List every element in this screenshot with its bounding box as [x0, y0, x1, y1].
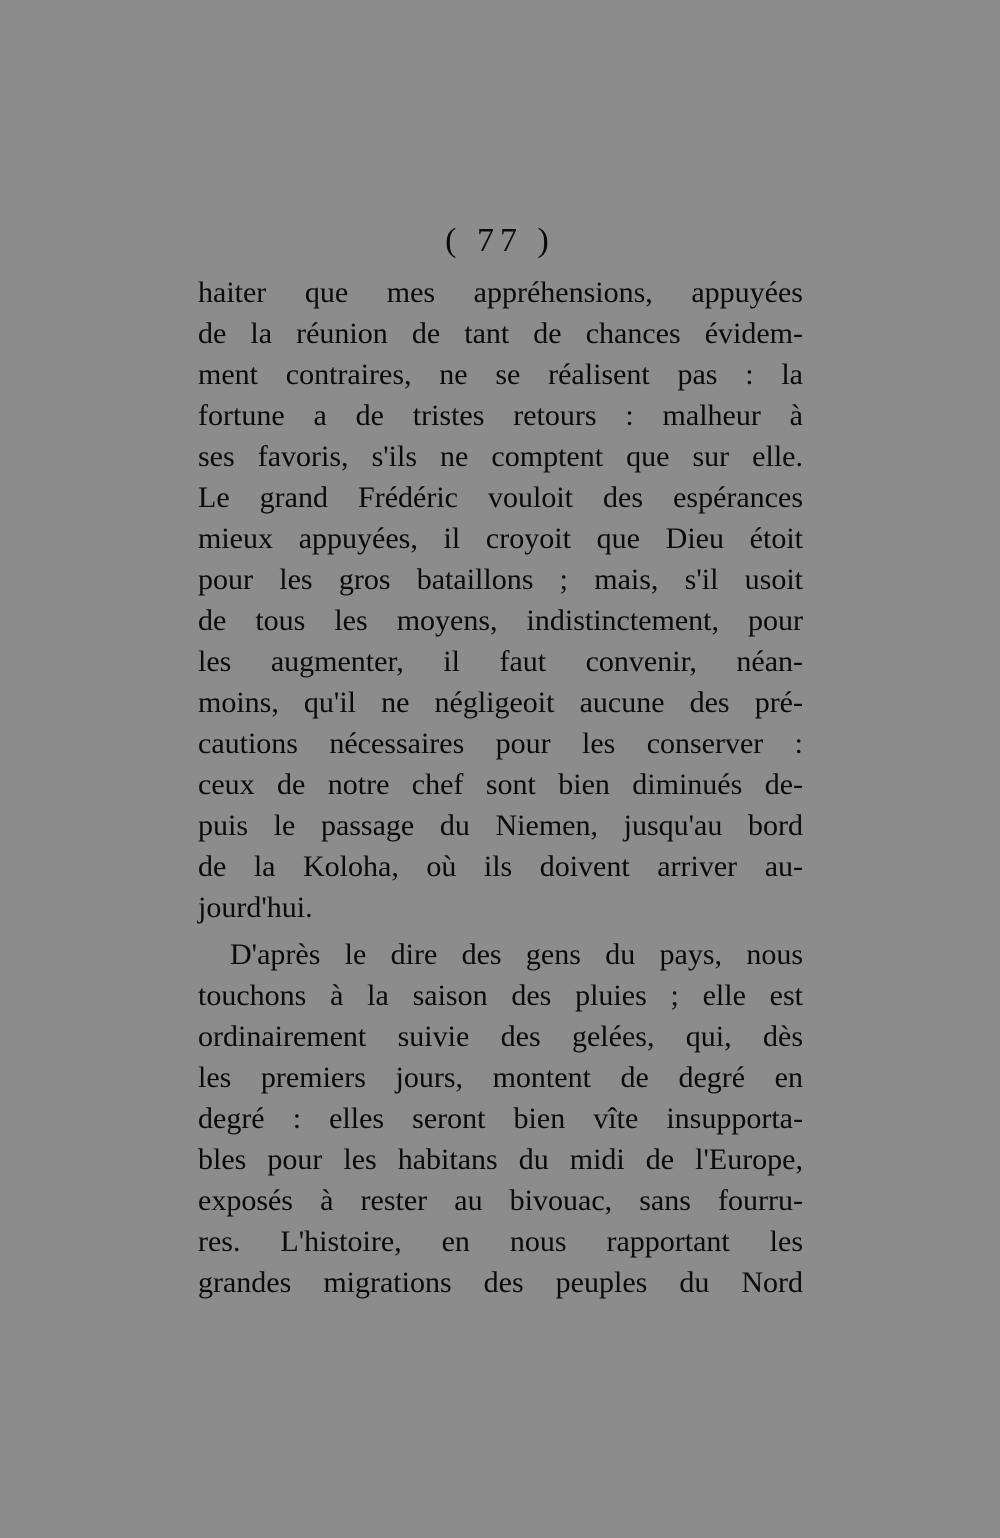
text-line: ses favoris, s'ils ne comptent que sur elle. — [198, 440, 803, 473]
text-line: de la réunion de tant de chances évidem- — [198, 317, 803, 350]
text-line: fortune a de tristes retours : malheur à — [198, 399, 803, 432]
paragraph-1 — [198, 272, 803, 928]
text-line: touchons à la saison des pluies ; elle est — [198, 979, 803, 1012]
text-line: moins, qu'il ne négligeoit aucune des pré- — [198, 686, 803, 719]
text-line: Le grand Frédéric vouloit des espérances — [198, 481, 803, 514]
text-line: de tous les moyens, indistinctement, pour — [198, 604, 803, 637]
text-line: D'après le dire des gens du pays, nous — [230, 938, 803, 971]
text-line: res. L'histoire, en nous rapportant les — [198, 1225, 803, 1258]
body-text — [198, 272, 803, 1303]
text-line: degré : elles seront bien vîte insupporta- — [198, 1102, 803, 1135]
text-line: jourd'hui. — [198, 891, 313, 924]
paragraph-2 — [198, 934, 803, 1303]
text-line: bles pour les habitans du midi de l'Europe, — [198, 1143, 803, 1176]
text-line: puis le passage du Niemen, jusqu'au bord — [198, 809, 803, 842]
text-line: grandes migrations des peuples du Nord — [198, 1266, 803, 1299]
text-line: ceux de notre chef sont bien diminués de- — [198, 768, 803, 801]
text-line: exposés à rester au bivouac, sans fourru- — [198, 1184, 803, 1217]
text-line: pour les gros bataillons ; mais, s'il usoit — [198, 563, 803, 596]
text-line: les augmenter, il faut convenir, néan- — [198, 645, 803, 678]
text-line: les premiers jours, montent de degré en — [198, 1061, 803, 1094]
text-line: cautions nécessaires pour les conserver : — [198, 727, 803, 760]
text-line: de la Koloha, où ils doivent arriver au- — [198, 850, 803, 883]
page-number: ( 77 ) — [445, 222, 555, 259]
text-line: ordinairement suivie des gelées, qui, dès — [198, 1020, 803, 1053]
text-line: haiter que mes appréhensions, appuyées — [198, 276, 803, 309]
text-line: ment contraires, ne se réalisent pas : la — [198, 358, 803, 391]
text-line: mieux appuyées, il croyoit que Dieu étoit — [198, 522, 803, 555]
